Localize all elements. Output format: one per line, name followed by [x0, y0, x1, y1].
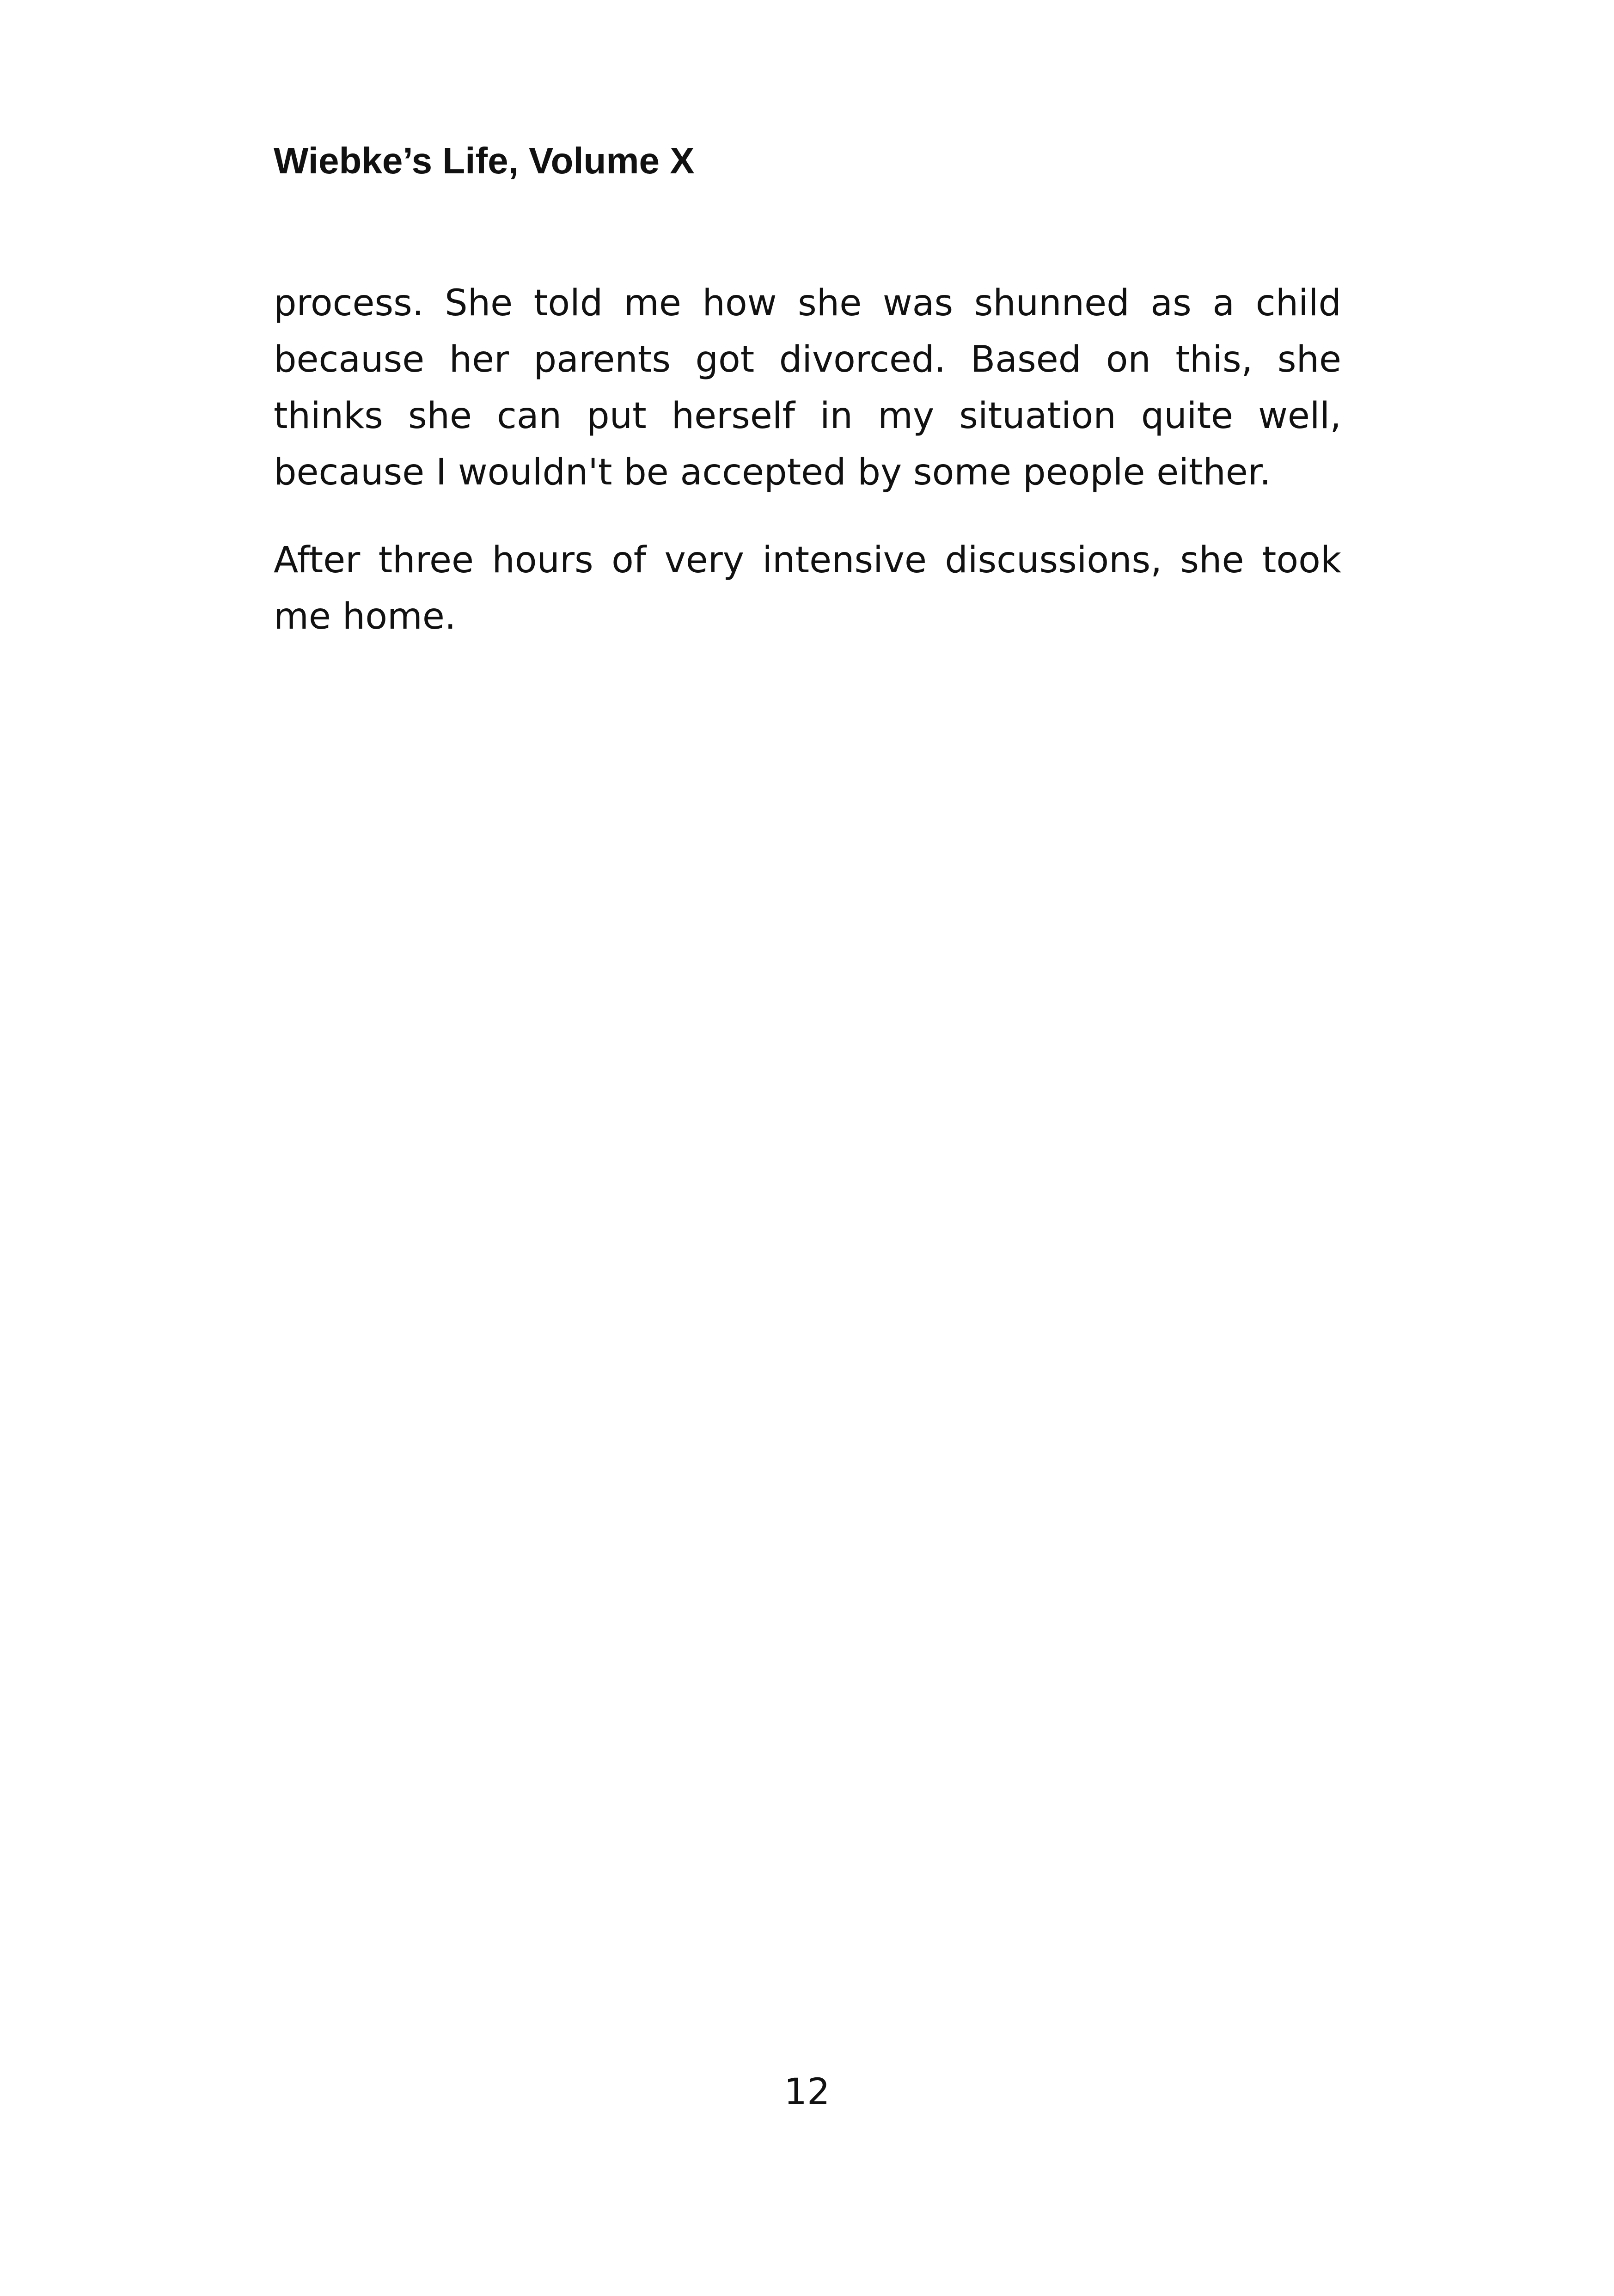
paragraph: process. She told me how she was shunned as a child because her parents got divorced. Based on this, she thinks she can put herself in my situation quite well, because I wouldn't be accepted by some people either. [274, 282, 1341, 493]
running-header-title: Wiebke’s Life, Volume X [274, 140, 695, 181]
page-number: 12 [784, 2071, 830, 2113]
body-text [274, 275, 1341, 676]
paragraph: After three hours of very intensive discussions, she took me home. [274, 539, 1341, 637]
